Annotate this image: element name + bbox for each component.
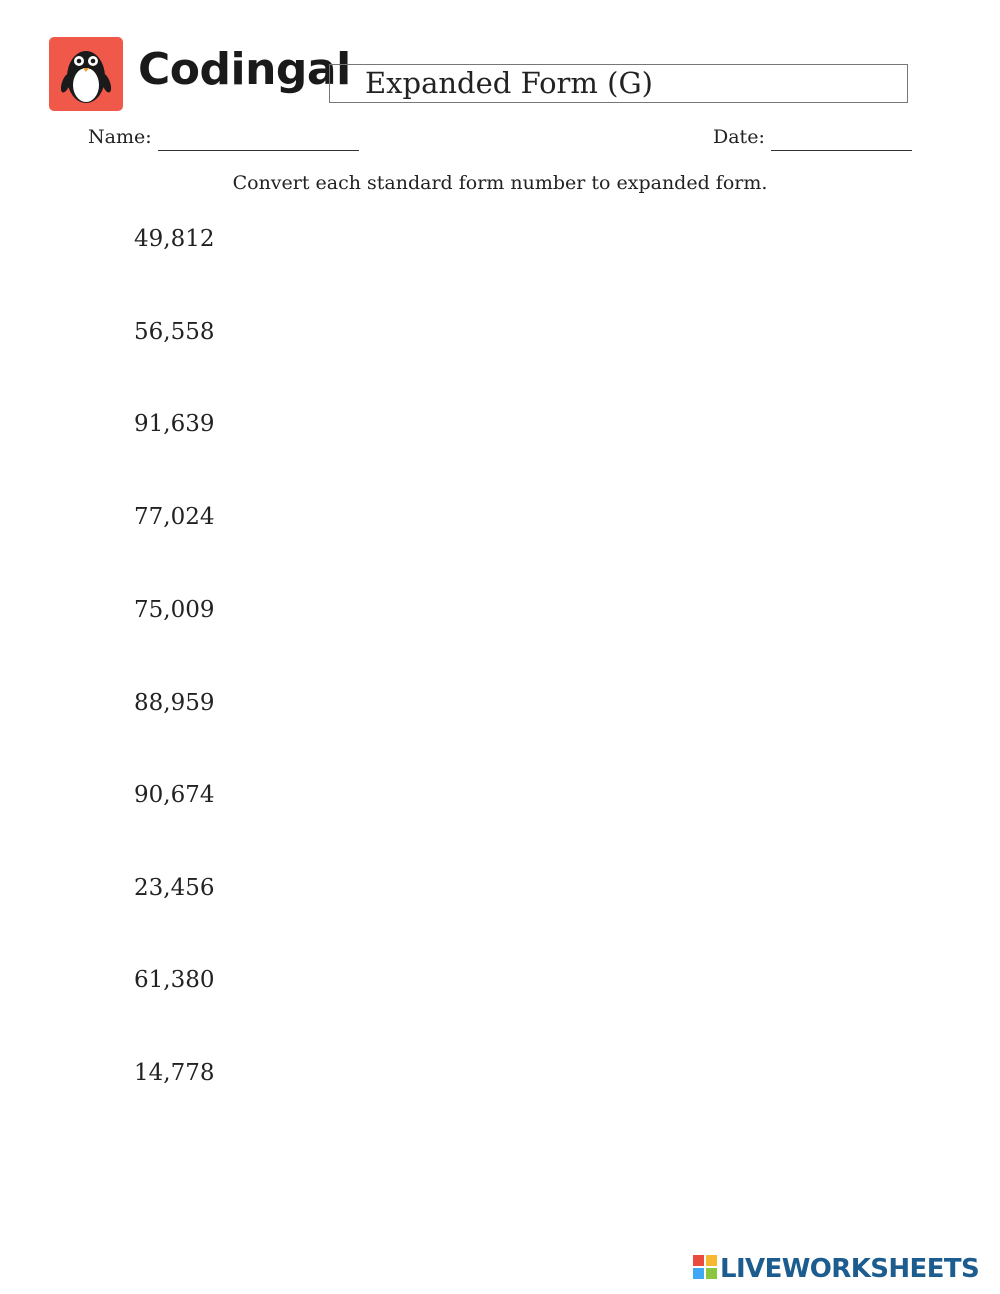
liveworksheets-watermark (693, 1253, 979, 1285)
problem-value: 14,778 (134, 1060, 215, 1086)
problem-item (0, 498, 400, 538)
worksheet-title: Expanded Form (G) (365, 66, 653, 100)
problem-item (0, 591, 400, 631)
problem-item (0, 1054, 400, 1094)
problem-value: 75,009 (134, 597, 215, 623)
name-field[interactable] (158, 150, 359, 151)
problem-value: 56,558 (134, 319, 215, 345)
problem-item (0, 776, 400, 816)
problem-item (0, 405, 400, 445)
name-label: Name: (88, 126, 152, 148)
liveworksheets-text: LIVEWORKSHEETS (720, 1254, 980, 1284)
penguin-icon (49, 37, 123, 111)
problem-value: 90,674 (134, 782, 215, 808)
problem-item (0, 220, 400, 260)
problem-item (0, 869, 400, 909)
date-field[interactable] (771, 150, 912, 151)
problem-item (0, 313, 400, 353)
instruction-text: Convert each standard form number to expanded form. (232, 172, 768, 194)
problem-value: 23,456 (134, 875, 215, 901)
worksheet-title-box (329, 64, 908, 103)
date-label: Date: (713, 126, 765, 148)
liveworksheets-logo-icon (693, 1255, 717, 1283)
problem-item (0, 961, 400, 1001)
problem-value: 49,812 (134, 226, 215, 252)
problem-value: 77,024 (134, 504, 215, 530)
problem-value: 61,380 (134, 967, 215, 993)
problem-item (0, 684, 400, 724)
problem-value: 88,959 (134, 690, 215, 716)
brand-name: Codingal (138, 44, 351, 95)
problem-value: 91,639 (134, 411, 215, 437)
